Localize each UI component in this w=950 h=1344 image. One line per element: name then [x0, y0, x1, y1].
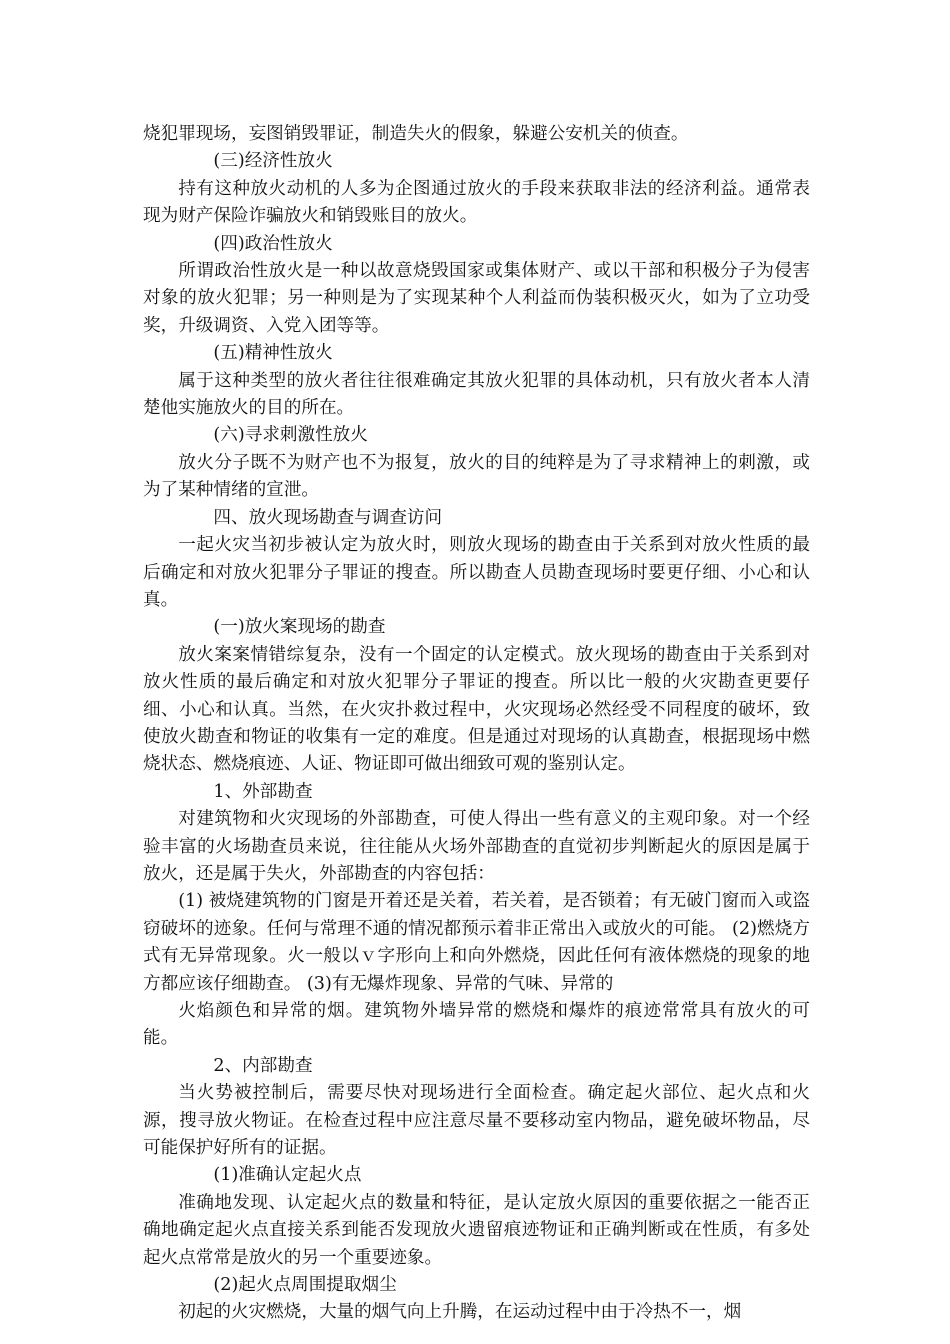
section-heading-internal-survey: 2、内部勘查: [213, 1055, 313, 1076]
section-heading-mental-arson: (五)精神性放火: [213, 343, 333, 364]
paragraph: 一起火灾当初步被认定为放火时，则放火现场的勘查由于关系到对放火性质的最后确定和对放火犯罪分子罪证的搜查。所以勘查人员勘查现场时要更仔细、小心和认真。: [143, 535, 810, 610]
document-page: [143, 121, 810, 1327]
paragraph-continuation: 烧犯罪现场，妄图销毁罪证，制造失火的假象，躲避公安机关的侦查。: [143, 124, 689, 144]
section-heading-fire-origin: (1)准确认定起火点: [213, 1165, 362, 1186]
section-heading-political-arson: (四)政治性放火: [213, 233, 333, 254]
paragraph: 放火案案情错综复杂，没有一个固定的认定模式。放火现场的勘查由于关系到对放火性质的最后确定和对放火犯罪分子罪证的搜查。所以比一般的火灾勘查更要仔细、小心和认真。当然，在火灾扑救过程中，火灾现场必然经受不同程度的破坏，致使放火勘查和物证的收集有一定的难度。但是通过对现场的认真勘查，根据现场中燃烧状态、燃烧痕迹、人证、物证即可做出细致可观的鉴别认定。: [143, 644, 810, 775]
paragraph: 当火势被控制后，需要尽快对现场进行全面检查。确定起火部位、起火点和火源，搜寻放火物证。在检查过程中应注意尽量不要移动室内物品，避免破坏物品，尽可能保护好所有的证据。: [143, 1083, 810, 1159]
paragraph: 放火分子既不为财产也不为报复，放火的目的纯粹是为了寻求精神上的刺激，或为了某种情绪的宣泄。: [143, 452, 810, 501]
paragraph: 准确地发现、认定起火点的数量和特征，是认定放火原因的重要依据之一能否正确地确定起火点直接关系到能否发现放火遗留痕迹物证和正确判断或在性质，有多处起火点常常是放火的另一个重要迹象。: [143, 1192, 810, 1268]
section-heading-external-survey: 1、外部勘查: [213, 781, 313, 802]
section-heading-smoke-extraction: (2)起火点周围提取烟尘: [213, 1275, 397, 1296]
section-heading-economic-arson: (三)经济性放火: [213, 151, 333, 172]
paragraph: 持有这种放火动机的人多为企图通过放火的手段来获取非法的经济利益。通常表现为财产保险诈骗放火和销毁账目的放火。: [143, 178, 810, 227]
section-heading-arson-scene-survey: (一)放火案现场的勘查: [213, 617, 386, 638]
paragraph: 初起的火灾燃烧，大量的烟气向上升腾，在运动过程中由于冷热不一，烟: [178, 1302, 742, 1323]
paragraph: 火焰颜色和异常的烟。建筑物外墙异常的燃烧和爆炸的痕迹常常具有放火的可能。: [143, 1001, 810, 1049]
paragraph-list-items: (1) 被烧建筑物的门窗是开着还是关着，若关着，是否锁着；有无破门窗而入或盗窃破坏的迹象。任何与常理不通的情况都预示着非正常出入或放火的可能。 (2)燃烧方式有无异常现象。火一般以ｖ字形向上和向外燃烧，因此任何有液体燃烧的现象的地方都应该仔细勘查。 (3)有无爆炸现象、异常的气味、异常的: [143, 891, 810, 994]
paragraph: 所谓政治性放火是一种以故意烧毁国家或集体财产、或以干部和积极分子为侵害对象的放火犯罪；另一种则是为了实现某种个人利益而伪装积极灭火，如为了立功受奖，升级调资、入党入团等等。: [143, 261, 810, 336]
section-heading-thrill-arson: (六)寻求刺激性放火: [213, 425, 368, 446]
paragraph: 属于这种类型的放火者往往很难确定其放火犯罪的具体动机，只有放火者本人清楚他实施放火的目的所在。: [143, 370, 810, 419]
section-heading-scene-investigation: 四、放火现场勘查与调查访问: [213, 507, 443, 528]
paragraph: 对建筑物和火灾现场的外部勘查，可使人得出一些有意义的主观印象。对一个经验丰富的火场勘查员来说，往往能从火场外部勘查的直觉初步判断起火的原因是属于放火，还是属于失火，外部勘查的内容包括：: [143, 809, 810, 884]
